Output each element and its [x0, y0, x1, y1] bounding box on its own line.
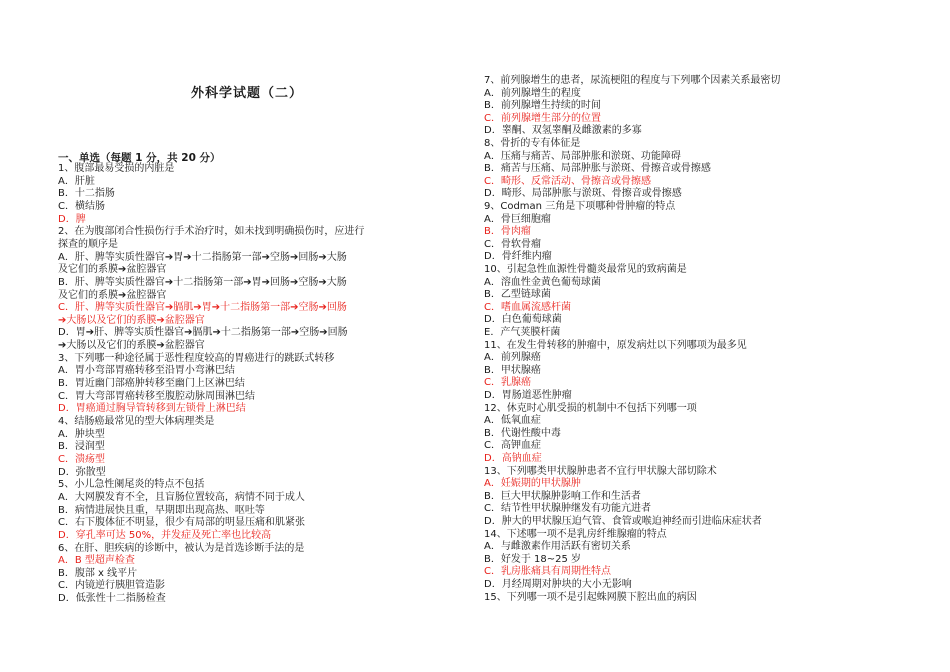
right-question-line: A．妊娠期的甲状腺肿: [484, 478, 581, 490]
left-question-line: 4、结肠癌最常见的型大体病理类是: [58, 416, 215, 427]
left-question-line: D．弥散型: [58, 466, 106, 478]
left-question-line: C．溃疡型: [58, 453, 105, 465]
right-question-line: 12、休克时心肌受损的机制中不包括下列哪一项: [484, 402, 697, 414]
right-question-line: C．结节性甲状腺肿继发有功能亢进者: [484, 503, 651, 515]
left-question-line: A．肝脏: [58, 175, 95, 187]
right-question-line: C．前列腺增生部分的位置: [484, 112, 601, 124]
right-question-line: C．高钾血症: [484, 440, 541, 452]
left-question-line: B．腹部 x 线平片: [58, 567, 138, 579]
right-question-line: D．白色葡萄球菌: [484, 314, 562, 326]
right-question-line: B．骨肉瘤: [484, 226, 531, 238]
left-question-line: B．病情进展快且重，早期即出现高热、呕吐等: [58, 504, 265, 516]
right-question-line: A．低氧血症: [484, 415, 541, 427]
right-question-line: D．畸形、局部肿胀与淤斑、骨擦音或骨擦感: [484, 188, 682, 200]
right-question-line: E．产气荚膜杆菌: [484, 327, 561, 338]
right-question-line: 9、Codman 三角是下项哪种骨肿瘤的特点: [484, 201, 676, 212]
right-question-line: 15、下列哪一项不是引起蛛网膜下腔出血的病因: [484, 591, 697, 603]
left-question-line: ➔大肠以及它们的系膜➔盆腔器官: [58, 314, 205, 326]
right-question-line: C．乳房胀痛具有周期性特点: [484, 566, 611, 578]
right-question-line: D．胃肠道恶性肿瘤: [484, 390, 572, 401]
right-question-line: C．乳腺癌: [484, 377, 531, 389]
left-question-line: A．大网膜发育不全，且盲肠位置较高，病情不同于成人: [58, 491, 305, 503]
left-question-line: D．胃癌通过胸导管转移到左锁骨上淋巴结: [58, 403, 246, 415]
right-question-line: D．睾酮、双氢睾酮及雌激素的多寡: [484, 125, 642, 137]
right-question-line: D．肿大的甲状腺压迫气管、食管或喉迫神经而引进临床症状者: [484, 516, 762, 527]
right-question-line: A．前列腺癌: [484, 352, 541, 364]
right-question-line: 10、引起急性血源性骨髓炎最常见的致病菌是: [484, 264, 687, 275]
left-question-line: 1、腹部最易受损的内脏是: [58, 163, 175, 174]
right-question-line: D．高钠血症: [484, 453, 542, 464]
right-question-line: B．巨大甲状腺肿影响工作和生活者: [484, 490, 641, 502]
right-question-line: 13、下列哪类甲状腺肿患者不宜行甲状腺大部切除术: [484, 465, 717, 477]
page-title: 外科学试题（二）: [191, 86, 304, 101]
left-question-line: A．肿块型: [58, 428, 105, 440]
right-question-line: B．代谢性酸中毒: [484, 427, 561, 439]
left-question-line: 及它们的系膜➔盆腔器官: [58, 289, 167, 301]
left-question-line: D．低张性十二指肠检查: [58, 593, 166, 605]
left-question-line: 3、下列哪一种途径属于恶性程度较高的胃癌进行的跳跃式转移: [58, 352, 335, 364]
right-question-line: 14、下述哪一项不是乳房纤维腺瘤的特点: [484, 528, 667, 540]
right-question-line: B．好发于 18~25 岁: [484, 553, 582, 565]
left-question-line: ➔大肠以及它们的系膜➔盆腔器官: [58, 340, 205, 352]
left-question-line: C．内镜逆行胰胆管造影: [58, 580, 165, 592]
left-question-line: D．穿孔率可达 50%，并发症及死亡率也比较高: [58, 529, 272, 541]
left-question-line: C．横结肠: [58, 200, 105, 212]
left-question-line: 探查的顺序是: [58, 238, 118, 250]
right-question-line: A．溶血性金黄色葡萄球菌: [484, 276, 601, 288]
right-question-line: B．前列腺增生持续的时间: [484, 100, 601, 112]
right-question-line: 7、前列腺增生的患者，尿流梗阻的程度与下列哪个因素关系最密切: [484, 75, 781, 86]
left-question-line: 及它们的系膜➔盆腔器官: [58, 264, 167, 276]
left-question-line: B．十二指肠: [58, 188, 115, 200]
left-question-line: C．肝、脾等实质性器官➔膈肌➔胃➔十二指肠第一部➔空肠➔回肠: [58, 302, 347, 314]
right-question-line: B．甲状腺癌: [484, 364, 541, 376]
right-question-line: D．骨纤维内瘤: [484, 251, 552, 263]
left-question-line: B．浸润型: [58, 441, 105, 453]
right-question-line: A．前列腺增生的程度: [484, 87, 581, 99]
right-question-line: C．嗜血属流感杆菌: [484, 301, 571, 313]
right-question-line: A．压痛与痛苦、局部肿胀和淤斑、功能障碍: [484, 150, 681, 162]
left-question-line: B．胃近幽门部癌肿转移至幽门上区淋巴结: [58, 378, 245, 390]
right-question-line: A．骨巨细胞瘤: [484, 213, 551, 225]
left-question-line: D．脾: [58, 213, 86, 225]
left-question-line: A．B 型超声检查: [58, 555, 135, 567]
section-heading: 一、单选（每题 1 分，共 20 分）: [58, 152, 221, 164]
left-question-line: 2、在为腹部闭合性损伤行手术治疗时，如未找到明确损伤时，应进行: [58, 226, 365, 238]
left-question-line: D．胃➔肝、脾等实质性器官➔膈肌➔十二指肠第一部➔空肠➔回肠: [58, 327, 348, 339]
right-question-line: C．畸形、反常活动、骨擦音或骨擦感: [484, 175, 651, 187]
left-question-line: C．胃大弯部胃癌转移至腹腔动脉周围淋巴结: [58, 390, 255, 402]
right-question-line: D．月经周期对肿块的大小无影响: [484, 579, 632, 590]
left-question-line: C．右下腹体征不明显，很少有局部的明显压痛和肌紧张: [58, 517, 305, 529]
left-question-line: 6、在肝、胆疾病的诊断中，被认为是首选诊断手法的是: [58, 542, 305, 554]
left-question-line: 5、小儿急性阑尾炎的特点不包括: [58, 479, 205, 491]
right-question-line: 11、在发生骨转移的肿瘤中，原发病灶以下列哪项为最多见: [484, 339, 747, 351]
right-question-line: B．痛苦与压痛、局部肿胀与淤斑、骨擦音或骨擦感: [484, 163, 711, 175]
left-question-line: A．胃小弯部胃癌转移至沿胃小弯淋巴结: [58, 365, 235, 377]
left-question-line: B．肝、脾等实质性器官➔十二指肠第一部➔胃➔回肠➔空肠➔大肠: [58, 276, 347, 288]
right-question-line: B．乙型链球菌: [484, 289, 551, 301]
left-question-line: A．肝、脾等实质性器官➔胃➔十二指肠第一部➔空肠➔回肠➔大肠: [58, 251, 347, 263]
right-question-line: 8、骨折的专有体征是: [484, 138, 581, 149]
right-question-line: C．骨软骨瘤: [484, 238, 541, 250]
right-question-line: A．与雌激素作用活跃有密切关系: [484, 541, 631, 553]
